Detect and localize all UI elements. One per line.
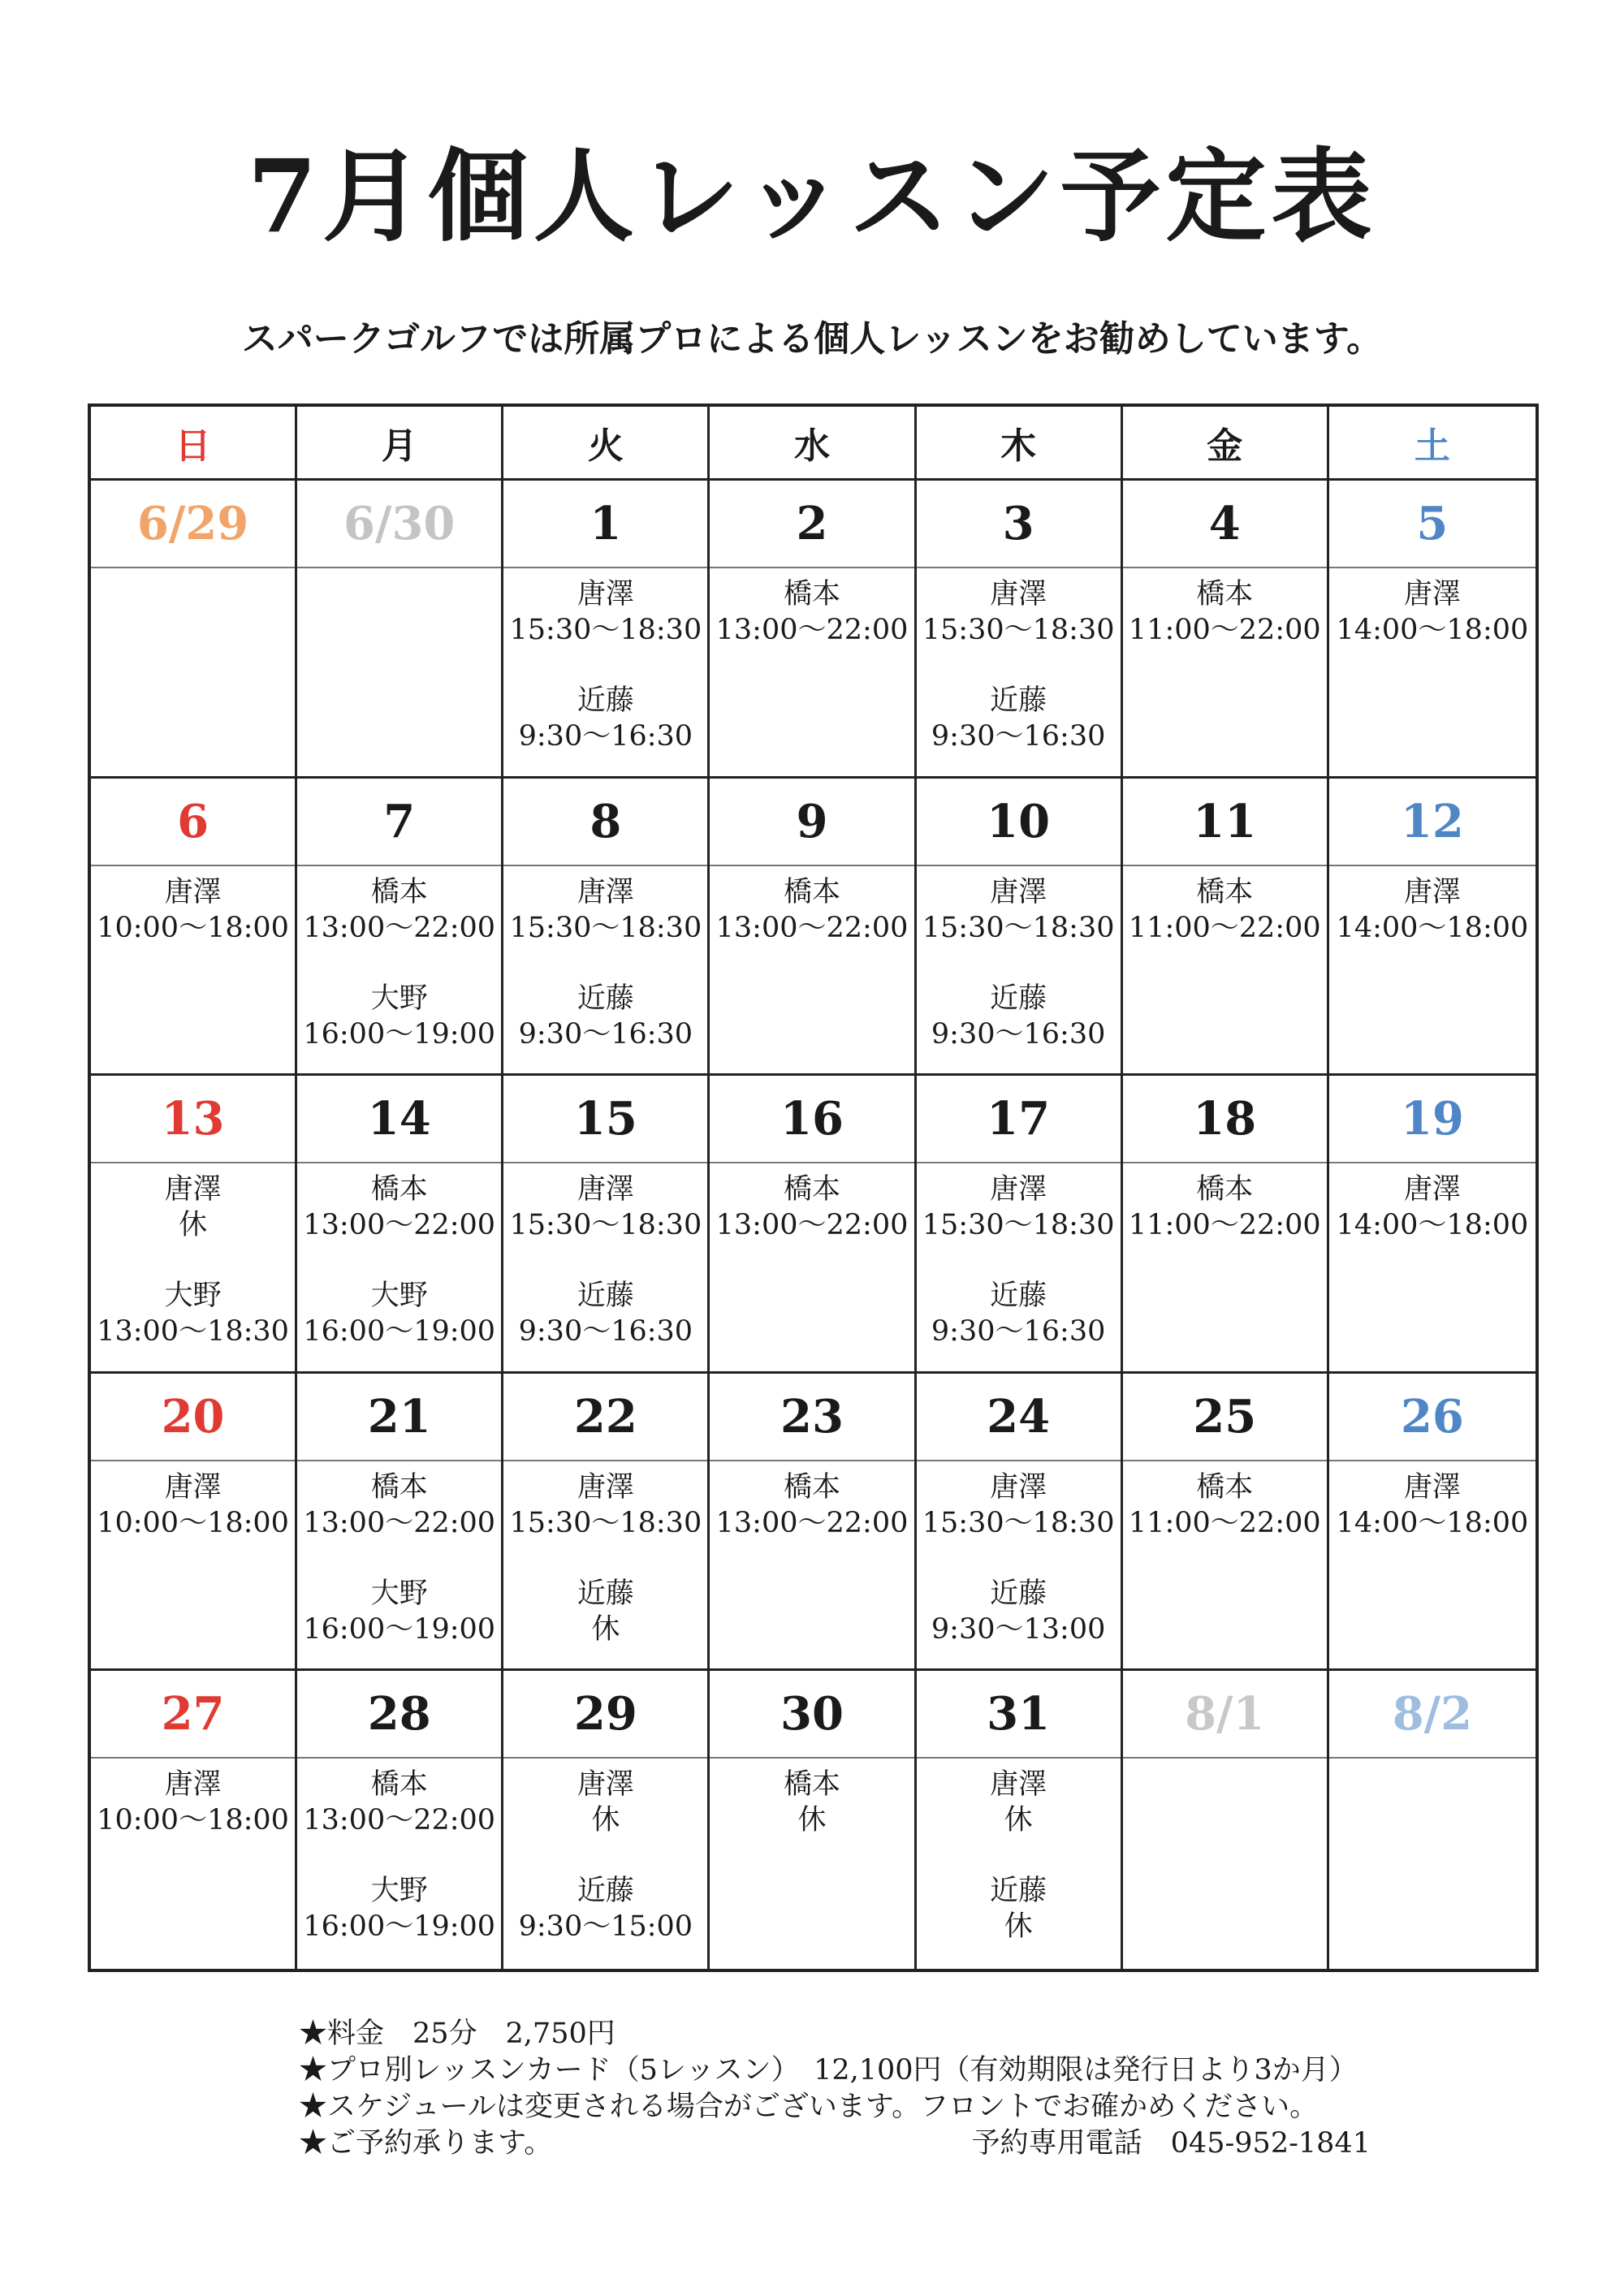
lesson-list bbox=[297, 866, 501, 1087]
instructor-name: 唐澤 bbox=[164, 1173, 222, 1206]
lesson-list bbox=[91, 568, 295, 576]
lesson-time: 10:00〜18:00 bbox=[97, 911, 289, 944]
lesson-list bbox=[917, 1163, 1121, 1384]
lesson-time: 10:00〜18:00 bbox=[97, 1506, 289, 1539]
day-number: 29 bbox=[503, 1671, 707, 1759]
instructor-name: 近藤 bbox=[577, 684, 634, 717]
lesson-entry bbox=[303, 1767, 495, 1838]
lesson-time: 14:00〜18:00 bbox=[1336, 911, 1529, 944]
day-cell bbox=[503, 1374, 710, 1672]
day-number: 1 bbox=[503, 481, 707, 568]
lesson-time: 16:00〜19:00 bbox=[303, 1315, 496, 1349]
instructor-name: 橋本 bbox=[783, 578, 840, 611]
reservation-phone: 予約専用電話 045-952-1841 bbox=[971, 2127, 1371, 2160]
instructor-name: 橋本 bbox=[370, 1470, 428, 1504]
instructor-name: 近藤 bbox=[990, 684, 1047, 717]
instructor-name: 近藤 bbox=[990, 1577, 1047, 1610]
lesson-time: 13:00〜22:00 bbox=[715, 911, 909, 944]
lesson-time: 9:30〜13:00 bbox=[931, 1612, 1106, 1646]
lesson-list bbox=[710, 1759, 914, 1873]
lesson-list bbox=[91, 1759, 295, 1873]
day-number: 6/30 bbox=[297, 481, 501, 568]
lesson-time: 9:30〜15:00 bbox=[518, 1910, 693, 1944]
lesson-entry bbox=[519, 683, 693, 754]
day-number: 31 bbox=[917, 1671, 1121, 1759]
instructor-name: 橋本 bbox=[370, 875, 428, 908]
lesson-entry bbox=[922, 1172, 1115, 1243]
day-number: 19 bbox=[1329, 1076, 1535, 1163]
day-number: 25 bbox=[1123, 1374, 1327, 1461]
lesson-time: 13:00〜22:00 bbox=[303, 1506, 496, 1539]
lesson-time: 15:30〜18:30 bbox=[922, 1506, 1115, 1539]
lesson-time: 9:30〜16:30 bbox=[518, 720, 693, 753]
day-cell bbox=[710, 779, 916, 1077]
lesson-time: 15:30〜18:30 bbox=[922, 614, 1115, 646]
lesson-time: 16:00〜19:00 bbox=[303, 1017, 496, 1051]
lesson-list bbox=[1329, 1163, 1535, 1278]
lesson-time: 15:30〜18:30 bbox=[509, 1506, 702, 1539]
lesson-time: 休 bbox=[797, 1804, 827, 1837]
day-cell bbox=[710, 1671, 916, 1969]
day-number: 4 bbox=[1123, 481, 1327, 568]
lesson-list bbox=[710, 1461, 914, 1576]
day-number: 28 bbox=[297, 1671, 501, 1759]
lesson-entry bbox=[97, 1278, 289, 1349]
day-cell bbox=[917, 1374, 1123, 1672]
day-number: 2 bbox=[710, 481, 914, 568]
day-number: 26 bbox=[1329, 1374, 1535, 1461]
day-number: 14 bbox=[297, 1076, 501, 1163]
instructor-name: 唐澤 bbox=[577, 578, 634, 611]
weekday-header-mon: 月 bbox=[297, 407, 503, 481]
instructor-name: 橋本 bbox=[1196, 578, 1254, 611]
lesson-list bbox=[91, 1163, 295, 1384]
instructor-name: 唐澤 bbox=[577, 1768, 634, 1802]
day-cell bbox=[917, 779, 1123, 1077]
lesson-entry bbox=[97, 1767, 289, 1838]
day-cell bbox=[1329, 1374, 1535, 1672]
lesson-time: 13:00〜22:00 bbox=[303, 1209, 496, 1242]
instructor-name: 橋本 bbox=[783, 1173, 840, 1206]
lesson-time: 11:00〜22:00 bbox=[1128, 614, 1321, 646]
instructor-name: 唐澤 bbox=[1403, 1470, 1461, 1504]
day-cell bbox=[1123, 1076, 1329, 1374]
instructor-name: 近藤 bbox=[577, 982, 634, 1015]
lesson-time: 16:00〜19:00 bbox=[303, 1910, 496, 1944]
lesson-time: 9:30〜16:30 bbox=[518, 1315, 693, 1349]
day-number: 18 bbox=[1123, 1076, 1327, 1163]
lesson-entry bbox=[716, 874, 909, 946]
lesson-list bbox=[917, 568, 1121, 789]
day-number: 16 bbox=[710, 1076, 914, 1163]
lesson-entry bbox=[97, 1470, 289, 1541]
lesson-entry bbox=[922, 576, 1115, 648]
lesson-list bbox=[1123, 1163, 1327, 1278]
instructor-name: 唐澤 bbox=[577, 1470, 634, 1504]
weekday-header-wed: 水 bbox=[710, 407, 916, 481]
day-cell bbox=[1329, 1671, 1535, 1969]
lesson-list bbox=[503, 568, 707, 789]
lesson-entry bbox=[1129, 1172, 1321, 1243]
lesson-entry bbox=[165, 1172, 222, 1243]
lesson-card-note: ★プロ別レッスンカード（5レッスン） 12,100円（有効期限は発行日より3か月） bbox=[299, 2054, 1358, 2087]
weekday-header-sun: 日 bbox=[91, 407, 297, 481]
lesson-entry bbox=[303, 981, 495, 1052]
lesson-time: 11:00〜22:00 bbox=[1128, 911, 1321, 944]
day-cell bbox=[1329, 481, 1535, 779]
instructor-name: 橋本 bbox=[783, 1768, 840, 1802]
day-number: 5 bbox=[1329, 481, 1535, 568]
page-title: 7月個人レッスン予定表 bbox=[247, 138, 1377, 256]
lesson-time: 13:00〜22:00 bbox=[303, 1804, 496, 1837]
lesson-list bbox=[1123, 1759, 1327, 1767]
lesson-entry bbox=[1337, 576, 1529, 648]
lesson-entry bbox=[519, 1278, 693, 1349]
lesson-time: 13:00〜22:00 bbox=[715, 1209, 909, 1242]
day-number: 8/1 bbox=[1123, 1671, 1327, 1759]
day-cell bbox=[297, 1076, 503, 1374]
lesson-time: 休 bbox=[179, 1209, 208, 1242]
instructor-name: 唐澤 bbox=[164, 875, 222, 908]
lesson-list bbox=[503, 1759, 707, 1979]
lesson-time: 14:00〜18:00 bbox=[1336, 1209, 1529, 1242]
day-number: 13 bbox=[91, 1076, 295, 1163]
day-cell bbox=[917, 1671, 1123, 1969]
day-number: 22 bbox=[503, 1374, 707, 1461]
instructor-name: 大野 bbox=[370, 1577, 428, 1610]
lesson-time: 休 bbox=[1004, 1804, 1033, 1837]
day-number: 11 bbox=[1123, 779, 1327, 866]
instructor-name: 近藤 bbox=[577, 1875, 634, 1908]
lesson-entry bbox=[509, 1172, 702, 1243]
day-number: 7 bbox=[297, 779, 501, 866]
day-cell bbox=[1123, 1671, 1329, 1969]
lesson-entry bbox=[922, 874, 1115, 946]
lesson-entry bbox=[716, 1470, 909, 1541]
lesson-time: 16:00〜19:00 bbox=[303, 1612, 496, 1646]
instructor-name: 唐澤 bbox=[990, 875, 1047, 908]
lesson-entry bbox=[577, 1576, 634, 1647]
instructor-name: 橋本 bbox=[370, 1768, 428, 1802]
lesson-time: 15:30〜18:30 bbox=[509, 1209, 702, 1242]
day-cell bbox=[91, 481, 297, 779]
lesson-time: 11:00〜22:00 bbox=[1128, 1506, 1321, 1539]
lesson-entry bbox=[716, 1172, 909, 1243]
day-number: 15 bbox=[503, 1076, 707, 1163]
day-number: 6 bbox=[91, 779, 295, 866]
lesson-entry bbox=[990, 1873, 1047, 1944]
lesson-entry bbox=[931, 981, 1105, 1052]
lesson-entry bbox=[509, 1470, 702, 1541]
instructor-name: 唐澤 bbox=[1403, 1173, 1461, 1206]
page-subtitle: スパークゴルフでは所属プロによる個人レッスンをお勧めしています。 bbox=[241, 318, 1383, 360]
day-cell bbox=[1123, 481, 1329, 779]
day-number: 20 bbox=[91, 1374, 295, 1461]
instructor-name: 大野 bbox=[370, 982, 428, 1015]
lesson-entry bbox=[922, 1470, 1115, 1541]
lesson-time: 9:30〜16:30 bbox=[931, 1315, 1106, 1349]
lesson-list bbox=[91, 1461, 295, 1576]
lesson-time: 15:30〜18:30 bbox=[922, 911, 1115, 944]
day-cell bbox=[91, 1076, 297, 1374]
lesson-entry bbox=[1129, 1470, 1321, 1541]
day-cell bbox=[297, 1374, 503, 1672]
day-cell bbox=[503, 779, 710, 1077]
lesson-time: 13:00〜22:00 bbox=[303, 911, 496, 944]
lesson-entry bbox=[97, 874, 289, 946]
instructor-name: 橋本 bbox=[783, 1470, 840, 1504]
lesson-list bbox=[503, 1461, 707, 1682]
lesson-entry bbox=[303, 1172, 495, 1243]
lesson-entry bbox=[303, 874, 495, 946]
instructor-name: 橋本 bbox=[1196, 1470, 1254, 1504]
instructor-name: 唐澤 bbox=[1403, 875, 1461, 908]
lesson-entry bbox=[716, 576, 909, 648]
lesson-time: 13:00〜18:30 bbox=[97, 1315, 289, 1349]
lesson-time: 15:30〜18:30 bbox=[922, 1209, 1115, 1242]
day-number: 21 bbox=[297, 1374, 501, 1461]
day-cell bbox=[1123, 1374, 1329, 1672]
instructor-name: 唐澤 bbox=[990, 1173, 1047, 1206]
lesson-entry bbox=[303, 1576, 495, 1647]
lesson-list bbox=[917, 1461, 1121, 1682]
day-cell bbox=[503, 1671, 710, 1969]
lesson-list bbox=[1329, 1461, 1535, 1576]
day-number: 6/29 bbox=[91, 481, 295, 568]
lesson-entry bbox=[784, 1767, 840, 1838]
lesson-time: 休 bbox=[591, 1612, 620, 1646]
lesson-entry bbox=[509, 576, 702, 648]
weekday-header-tue: 火 bbox=[503, 407, 710, 481]
instructor-name: 唐澤 bbox=[164, 1470, 222, 1504]
day-cell bbox=[710, 481, 916, 779]
day-number: 10 bbox=[917, 779, 1121, 866]
lesson-entry bbox=[1129, 576, 1321, 648]
instructor-name: 唐澤 bbox=[577, 1173, 634, 1206]
lesson-time: 15:30〜18:30 bbox=[509, 614, 702, 646]
lesson-time: 9:30〜16:30 bbox=[931, 1017, 1106, 1051]
instructor-name: 大野 bbox=[370, 1875, 428, 1908]
lesson-list bbox=[1123, 568, 1327, 683]
lesson-entry bbox=[1337, 1470, 1529, 1541]
lesson-time: 10:00〜18:00 bbox=[97, 1804, 289, 1837]
day-number: 24 bbox=[917, 1374, 1121, 1461]
lesson-list bbox=[917, 1759, 1121, 1979]
day-cell bbox=[297, 1671, 503, 1969]
day-cell bbox=[917, 481, 1123, 779]
day-cell bbox=[297, 481, 503, 779]
lesson-time: 休 bbox=[591, 1804, 620, 1837]
lesson-entry bbox=[303, 1873, 495, 1944]
lesson-time: 14:00〜18:00 bbox=[1336, 1506, 1529, 1539]
instructor-name: 橋本 bbox=[783, 875, 840, 908]
lesson-entry bbox=[931, 1278, 1105, 1349]
instructor-name: 近藤 bbox=[990, 1280, 1047, 1313]
notes-section bbox=[299, 2016, 1371, 2162]
lesson-list bbox=[503, 1163, 707, 1384]
day-number: 8 bbox=[503, 779, 707, 866]
day-cell bbox=[297, 779, 503, 1077]
weekday-header-sat: 土 bbox=[1329, 407, 1535, 481]
lesson-entry bbox=[519, 981, 693, 1052]
lesson-time: 15:30〜18:30 bbox=[509, 911, 702, 944]
day-cell bbox=[1329, 779, 1535, 1077]
instructor-name: 近藤 bbox=[990, 1875, 1047, 1908]
lesson-list bbox=[297, 568, 501, 576]
lesson-list bbox=[91, 866, 295, 981]
day-number: 30 bbox=[710, 1671, 914, 1759]
lesson-time: 9:30〜16:30 bbox=[931, 720, 1106, 753]
instructor-name: 橋本 bbox=[1196, 875, 1254, 908]
lesson-entry bbox=[509, 874, 702, 946]
day-cell bbox=[917, 1076, 1123, 1374]
lesson-entry bbox=[303, 1470, 495, 1541]
lesson-entry bbox=[1129, 874, 1321, 946]
day-number: 8/2 bbox=[1329, 1671, 1535, 1759]
instructor-name: 近藤 bbox=[990, 982, 1047, 1015]
instructor-name: 唐澤 bbox=[990, 578, 1047, 611]
instructor-name: 橋本 bbox=[1196, 1173, 1254, 1206]
day-cell bbox=[503, 481, 710, 779]
lesson-entry bbox=[303, 1278, 495, 1349]
instructor-name: 大野 bbox=[370, 1280, 428, 1313]
day-cell bbox=[91, 779, 297, 1077]
lesson-time: 13:00〜22:00 bbox=[715, 614, 909, 646]
lesson-time: 14:00〜18:00 bbox=[1336, 614, 1529, 646]
day-number: 27 bbox=[91, 1671, 295, 1759]
lesson-list bbox=[297, 1759, 501, 1979]
lesson-list bbox=[1123, 1461, 1327, 1576]
day-cell bbox=[1123, 779, 1329, 1077]
lesson-entry bbox=[1337, 1172, 1529, 1243]
day-number: 23 bbox=[710, 1374, 914, 1461]
lesson-list bbox=[1123, 866, 1327, 981]
schedule-change-note: ★スケジュールは変更される場合がございます。フロントでお確かめください。 bbox=[299, 2091, 1319, 2123]
fee-note: ★料金 25分 2,750円 bbox=[299, 2018, 615, 2050]
instructor-name: 近藤 bbox=[577, 1577, 634, 1610]
day-cell bbox=[710, 1374, 916, 1672]
lesson-list bbox=[917, 866, 1121, 1087]
reservation-note: ★ご予約承ります。 bbox=[299, 2127, 553, 2160]
lesson-entry bbox=[990, 1767, 1047, 1838]
instructor-name: 唐澤 bbox=[990, 1768, 1047, 1802]
instructor-name: 橋本 bbox=[370, 1173, 428, 1206]
lesson-entry bbox=[931, 1576, 1105, 1647]
day-cell bbox=[91, 1671, 297, 1969]
lesson-list bbox=[710, 866, 914, 981]
lesson-entry bbox=[1337, 874, 1529, 946]
instructor-name: 大野 bbox=[164, 1280, 222, 1313]
lesson-time: 13:00〜22:00 bbox=[715, 1506, 909, 1539]
lesson-list bbox=[297, 1163, 501, 1384]
lesson-time: 9:30〜16:30 bbox=[518, 1017, 693, 1051]
lesson-list bbox=[710, 1163, 914, 1278]
lesson-calendar bbox=[88, 404, 1539, 1972]
lesson-list bbox=[297, 1461, 501, 1682]
instructor-name: 近藤 bbox=[577, 1280, 634, 1313]
day-number: 17 bbox=[917, 1076, 1121, 1163]
weekday-header-thu: 木 bbox=[917, 407, 1123, 481]
lesson-list bbox=[1329, 866, 1535, 981]
day-cell bbox=[503, 1076, 710, 1374]
lesson-entry bbox=[519, 1873, 693, 1944]
day-number: 12 bbox=[1329, 779, 1535, 866]
day-number: 3 bbox=[917, 481, 1121, 568]
lesson-list bbox=[1329, 1759, 1535, 1767]
lesson-time: 11:00〜22:00 bbox=[1128, 1209, 1321, 1242]
instructor-name: 唐澤 bbox=[990, 1470, 1047, 1504]
reservation-row bbox=[299, 2126, 1371, 2162]
day-cell bbox=[1329, 1076, 1535, 1374]
lesson-time: 休 bbox=[1004, 1910, 1033, 1944]
lesson-entry bbox=[931, 683, 1105, 754]
instructor-name: 唐澤 bbox=[1403, 578, 1461, 611]
day-cell bbox=[710, 1076, 916, 1374]
instructor-name: 唐澤 bbox=[577, 875, 634, 908]
weekday-header-fri: 金 bbox=[1123, 407, 1329, 481]
day-number: 9 bbox=[710, 779, 914, 866]
lesson-entry bbox=[577, 1767, 634, 1838]
lesson-list bbox=[503, 866, 707, 1087]
instructor-name: 唐澤 bbox=[164, 1768, 222, 1802]
lesson-list bbox=[710, 568, 914, 683]
day-cell bbox=[91, 1374, 297, 1672]
lesson-list bbox=[1329, 568, 1535, 683]
